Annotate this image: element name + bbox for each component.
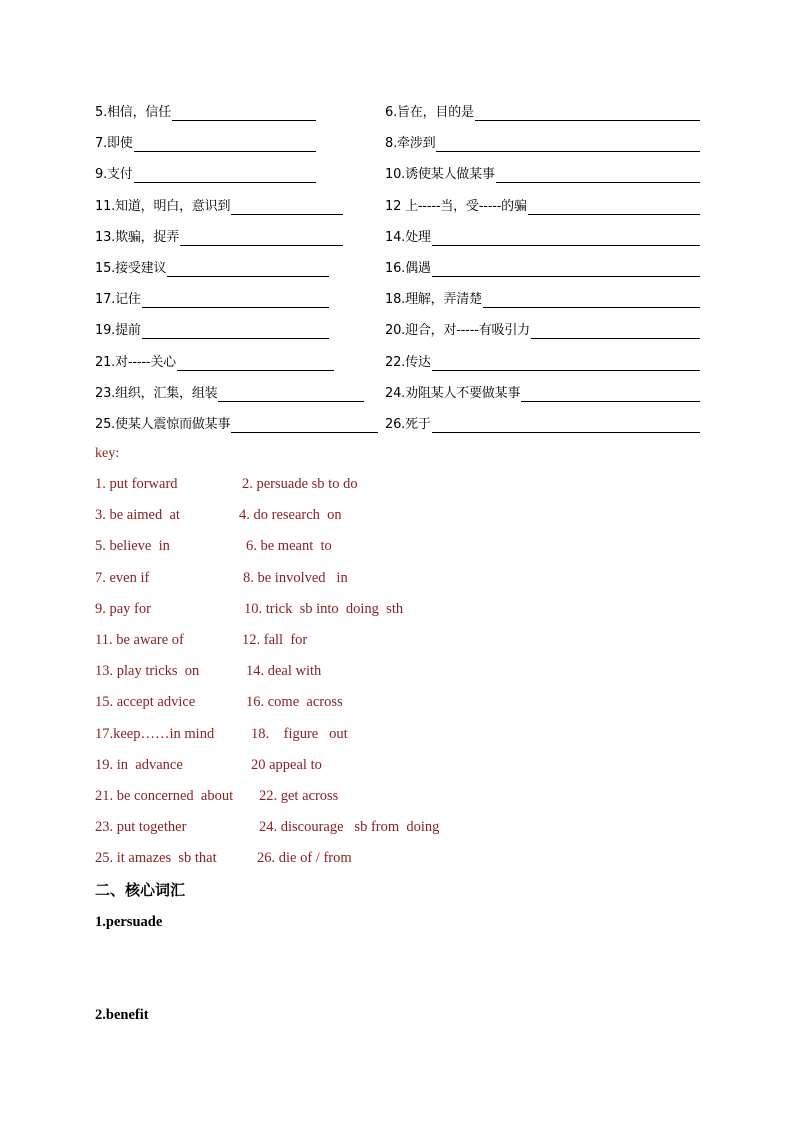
answer-blank[interactable]	[172, 106, 316, 121]
answer-blank[interactable]	[180, 231, 343, 246]
exercise-prompt: 10.诱使某人做某事	[385, 167, 495, 183]
answer-blank[interactable]	[432, 356, 700, 371]
answer-blank[interactable]	[231, 418, 378, 433]
exercise-prompt: 25.使某人震惊而做某事	[95, 417, 231, 432]
exercise-prompt: 15.接受建议	[95, 261, 167, 276]
key-answer: 10. trick sb into doing sth	[244, 600, 404, 617]
exercise-prompt: 18.理解，弄清楚	[385, 292, 482, 308]
answer-blank[interactable]	[142, 324, 329, 339]
key-row	[0, 663, 794, 683]
key-row	[0, 726, 794, 746]
key-answer: 5. believe in	[95, 538, 170, 555]
exercise-row	[0, 226, 794, 246]
answer-blank[interactable]	[432, 262, 700, 277]
exercise-item-left	[95, 195, 343, 215]
key-row	[0, 694, 794, 714]
answer-blank[interactable]	[496, 168, 700, 183]
exercise-item-right	[385, 413, 700, 433]
key-row	[0, 850, 794, 870]
exercise-row	[0, 319, 794, 339]
exercise-row	[0, 195, 794, 215]
exercise-prompt: 24.劝阻某人不要做某事	[385, 385, 521, 401]
exercise-prompt: 19.提前	[95, 323, 141, 339]
exercise-item-left	[95, 101, 316, 121]
key-answer: 8. be involved in	[243, 569, 348, 586]
exercise-row	[0, 351, 794, 371]
exercise-prompt: 14.处理	[385, 229, 431, 245]
answer-blank[interactable]	[134, 168, 316, 183]
key-answer: 16. come across	[246, 694, 343, 711]
answer-blank[interactable]	[134, 137, 316, 152]
answer-blank[interactable]	[177, 356, 334, 371]
key-answer: 26. die of / from	[257, 850, 352, 867]
key-answer: 17.keep……in mind	[95, 725, 215, 742]
answer-blank[interactable]	[475, 106, 700, 121]
exercise-prompt: 20.迎合，对-----有吸引力	[385, 323, 530, 339]
key-answer: 23. put together	[95, 819, 187, 836]
exercise-prompt: 13.欺骗，捉弄	[95, 229, 180, 245]
exercise-item-left	[95, 319, 329, 339]
key-row	[0, 757, 794, 777]
exercise-item-right	[385, 132, 700, 152]
exercise-item-right	[385, 319, 700, 339]
exercise-prompt: 17.记住	[95, 292, 141, 308]
section-heading: 二、核心词汇	[95, 881, 186, 899]
vocab-word-1: 1.persuade	[95, 914, 163, 930]
key-answer: 20 appeal to	[251, 756, 322, 773]
exercise-item-right	[385, 226, 700, 246]
key-row	[0, 538, 794, 558]
exercise-row	[0, 163, 794, 183]
exercise-item-left	[95, 413, 378, 433]
exercise-row	[0, 382, 794, 402]
exercise-item-left	[95, 351, 334, 371]
exercise-item-left	[95, 257, 329, 277]
exercise-prompt: 26.死于	[385, 417, 431, 432]
key-row	[0, 632, 794, 652]
answer-blank[interactable]	[531, 324, 700, 339]
key-row	[0, 507, 794, 527]
key-answer: 19. in advance	[95, 756, 183, 773]
answer-blank[interactable]	[528, 200, 700, 215]
key-title: key:	[95, 446, 120, 461]
exercise-row	[0, 257, 794, 277]
answer-blank[interactable]	[521, 387, 700, 402]
key-answer: 1. put forward	[95, 476, 178, 492]
exercise-item-right	[385, 163, 700, 183]
exercise-row	[0, 101, 794, 121]
exercise-prompt: 21.对-----关心	[95, 354, 176, 370]
key-answer: 13. play tricks on	[95, 663, 200, 680]
exercise-prompt: 9.支付	[95, 167, 133, 183]
answer-blank[interactable]	[436, 137, 700, 152]
exercise-prompt: 23.组织，汇集，组装	[95, 385, 218, 401]
exercise-item-right	[385, 351, 700, 371]
answer-blank[interactable]	[218, 387, 364, 402]
exercise-row	[0, 288, 794, 308]
key-row	[0, 476, 794, 496]
key-answer: 25. it amazes sb that	[95, 850, 217, 867]
key-answer: 11. be aware of	[95, 632, 184, 648]
exercise-prompt: 6.旨在，目的是	[385, 105, 474, 120]
key-row	[0, 601, 794, 621]
key-answer: 9. pay for	[95, 600, 151, 617]
key-row	[0, 788, 794, 808]
answer-blank[interactable]	[432, 231, 700, 246]
key-answer: 3. be aimed at	[95, 507, 180, 524]
exercise-prompt: 16.偶遇	[385, 261, 431, 276]
key-answer: 24. discourage sb from doing	[259, 819, 440, 836]
exercise-prompt: 11.知道，明白，意识到	[95, 198, 231, 214]
exercise-prompt: 5.相信，信任	[95, 105, 172, 120]
exercise-prompt: 8.牵涉到	[385, 136, 436, 152]
key-answer: 4. do research on	[239, 507, 342, 524]
key-answer: 15. accept advice	[95, 694, 196, 711]
exercise-item-right	[385, 257, 700, 277]
exercise-item-right	[385, 195, 700, 215]
key-row	[0, 819, 794, 839]
key-answer: 12. fall for	[242, 632, 308, 648]
key-answer: 14. deal with	[246, 663, 322, 680]
answer-blank[interactable]	[231, 200, 343, 215]
answer-blank[interactable]	[432, 418, 700, 433]
exercise-prompt: 7.即使	[95, 136, 133, 152]
key-answer: 18. figure out	[251, 725, 348, 742]
exercise-item-right	[385, 101, 700, 121]
exercise-item-left	[95, 226, 343, 246]
vocab-word-2: 2.benefit	[95, 1007, 149, 1023]
exercise-row	[0, 413, 794, 433]
key-row	[0, 570, 794, 590]
key-answer: 7. even if	[95, 569, 150, 586]
key-answer: 21. be concerned about	[95, 788, 234, 804]
answer-blank[interactable]	[142, 293, 329, 308]
exercise-item-right	[385, 382, 700, 402]
key-answer: 6. be meant to	[246, 538, 332, 555]
answer-blank[interactable]	[167, 262, 329, 277]
exercise-row	[0, 132, 794, 152]
exercise-item-right	[385, 288, 700, 308]
exercise-item-left	[95, 288, 329, 308]
exercise-item-left	[95, 132, 316, 152]
key-answer: 22. get across	[259, 788, 339, 804]
exercise-prompt: 22.传达	[385, 354, 431, 370]
key-answer: 2. persuade sb to do	[242, 476, 358, 492]
exercise-prompt: 12 上-----当，受-----的骗	[385, 198, 527, 214]
answer-blank[interactable]	[483, 293, 700, 308]
exercise-item-left	[95, 163, 316, 183]
exercise-item-left	[95, 382, 364, 402]
